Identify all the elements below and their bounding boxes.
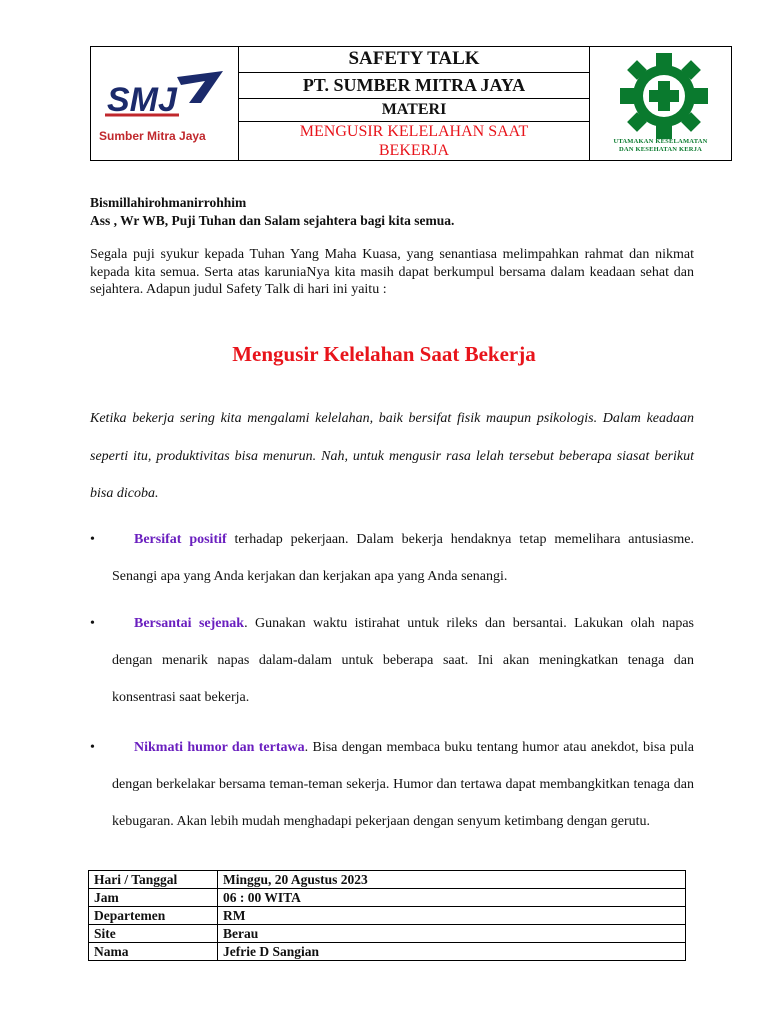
info-label: Nama: [89, 943, 218, 961]
bullet-highlight: Bersifat positif: [134, 532, 227, 547]
header-topic-line2: BEKERJA: [378, 142, 450, 159]
bullet-text: [112, 729, 694, 840]
bullet-marker: •: [90, 740, 95, 755]
bullet-body: terhadap pekerjaan. Dalam bekerja hendaknya tetap memelihara antusiasme. Senangi apa yang Anda kerjakan dan kerjakan apa yang Anda senangi.: [112, 532, 694, 584]
bullet-body: . Bisa dengan membaca buku tentang humor atau anekdot, bisa pula dengan berkelakar bersama teman-teman sekerja. Humor dan tertawa dapat membangkitkan tenaga dan kebugaran. Akan lebih mudah menghadapi pekerjaan dengan senyum ketimbang dengan gerutu.: [112, 740, 694, 829]
bullet-body: . Gunakan waktu istirahat untuk rileks dan bersantai. Lakukan olah napas dengan menarik napas dalam-dalam untuk beberapa saat. Ini akan meningkatkan tenaga dan konsentrasi saat bekerja.: [112, 616, 695, 705]
header-topic-line1: MENGUSIR KELELAHAN SAAT: [299, 123, 529, 140]
table-row: [89, 943, 686, 961]
talk-title: Mengusir Kelelahan Saat Bekerja: [232, 342, 536, 366]
svg-text:SMJ: SMJ: [107, 81, 177, 119]
greeting: [90, 194, 454, 230]
k3-slogan: [590, 138, 731, 154]
info-value: Berau: [218, 925, 686, 943]
info-value: Minggu, 20 Agustus 2023: [218, 871, 686, 889]
bullet-item: [90, 729, 694, 840]
company-logo-name: Sumber Mitra Jaya: [99, 129, 206, 143]
header-materi: MATERI: [239, 99, 589, 122]
info-label: Departemen: [89, 907, 218, 925]
bullet-marker: •: [90, 616, 95, 631]
info-value: Jefrie D Sangian: [218, 943, 686, 961]
bullet-text: [112, 521, 694, 595]
header-safety-talk: SAFETY TALK: [239, 47, 589, 73]
info-value: 06 : 00 WITA: [218, 889, 686, 907]
bullet-highlight: Nikmati humor dan tertawa: [134, 740, 305, 755]
k3-slogan-line1: UTAMAKAN KESELAMATAN: [613, 138, 708, 145]
greeting-line1: Bismillahirohmanirrohhim: [90, 195, 247, 210]
header-topic: [239, 122, 589, 160]
table-row: [89, 907, 686, 925]
lead-paragraph: Ketika bekerja sering kita mengalami kelelahan, baik bersifat fisik maupun psikologis. Dalam keadaan seperti itu, produktivitas bisa menurun. Nah, untuk mengusir rasa lelah tersebut beberapa siasat berikut bisa dicoba.: [90, 411, 694, 501]
info-value: RM: [218, 907, 686, 925]
bullet-marker: •: [90, 532, 95, 547]
bullet-text: [112, 605, 694, 716]
document-header: [90, 46, 732, 161]
bullet-highlight: Bersantai sejenak: [134, 616, 245, 631]
k3-gear-cross-icon: [618, 53, 710, 139]
header-title-block: [239, 47, 590, 160]
bullet-item: [90, 605, 694, 716]
info-label: Hari / Tanggal: [89, 871, 218, 889]
table-row: [89, 889, 686, 907]
info-table: [88, 870, 686, 961]
k3-logo-cell: [590, 47, 731, 160]
info-label: Jam: [89, 889, 218, 907]
bullet-item: [90, 521, 694, 595]
company-logo-cell: [91, 47, 239, 160]
header-company: PT. SUMBER MITRA JAYA: [239, 73, 589, 100]
info-label: Site: [89, 925, 218, 943]
table-row: [89, 925, 686, 943]
greeting-line2: Ass , Wr WB, Puji Tuhan dan Salam sejahtera bagi kita semua.: [90, 213, 455, 228]
k3-slogan-line2: DAN KESEHATAN KERJA: [618, 146, 702, 153]
table-row: [89, 871, 686, 889]
intro-paragraph: Segala puji syukur kepada Tuhan Yang Maha Kuasa, yang senantiasa melimpahkan rahmat dan nikmat kepada kita semua. Serta atas karuniaNya kita masih dapat berkumpul bersama dalam keadaan sehat dan sejahtera. Adapun judul Safety Talk di hari ini yaitu :: [90, 247, 694, 297]
smj-logo-icon: [105, 63, 225, 123]
